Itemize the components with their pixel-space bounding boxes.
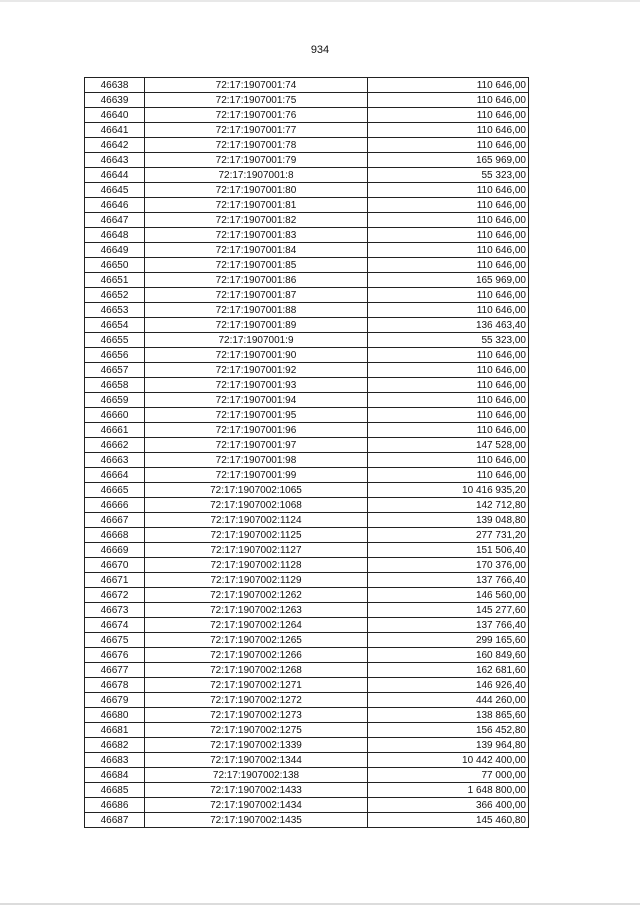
table-row bbox=[85, 198, 529, 213]
cadastral-number-cell: 72:17:1907001:8 bbox=[145, 168, 368, 183]
table-row bbox=[85, 363, 529, 378]
cadastral-number-cell: 72:17:1907001:74 bbox=[145, 78, 368, 93]
cadastral-value-cell: 110 646,00 bbox=[368, 123, 529, 138]
row-number-cell: 46653 bbox=[85, 303, 145, 318]
cadastral-number-cell: 72:17:1907001:77 bbox=[145, 123, 368, 138]
table-row bbox=[85, 528, 529, 543]
cadastral-value-cell: 162 681,60 bbox=[368, 663, 529, 678]
table-row bbox=[85, 213, 529, 228]
table-row bbox=[85, 573, 529, 588]
cadastral-number-cell: 72:17:1907001:93 bbox=[145, 378, 368, 393]
cadastral-value-cell: 156 452,80 bbox=[368, 723, 529, 738]
row-number-cell: 46654 bbox=[85, 318, 145, 333]
table-row bbox=[85, 408, 529, 423]
cadastral-number-cell: 72:17:1907002:1271 bbox=[145, 678, 368, 693]
table-row bbox=[85, 783, 529, 798]
row-number-cell: 46663 bbox=[85, 453, 145, 468]
cadastral-number-cell: 72:17:1907002:1262 bbox=[145, 588, 368, 603]
cadastral-number-cell: 72:17:1907001:84 bbox=[145, 243, 368, 258]
table-row bbox=[85, 483, 529, 498]
row-number-cell: 46672 bbox=[85, 588, 145, 603]
cadastral-number-cell: 72:17:1907001:98 bbox=[145, 453, 368, 468]
row-number-cell: 46679 bbox=[85, 693, 145, 708]
cadastral-value-cell: 165 969,00 bbox=[368, 273, 529, 288]
table-row bbox=[85, 753, 529, 768]
cadastral-number-cell: 72:17:1907001:90 bbox=[145, 348, 368, 363]
row-number-cell: 46687 bbox=[85, 813, 145, 828]
cadastral-value-cell: 145 277,60 bbox=[368, 603, 529, 618]
row-number-cell: 46675 bbox=[85, 633, 145, 648]
table-row bbox=[85, 543, 529, 558]
row-number-cell: 46668 bbox=[85, 528, 145, 543]
cadastral-number-cell: 72:17:1907002:1129 bbox=[145, 573, 368, 588]
table-row bbox=[85, 813, 529, 828]
cadastral-value-cell: 160 849,60 bbox=[368, 648, 529, 663]
row-number-cell: 46685 bbox=[85, 783, 145, 798]
cadastral-number-cell: 72:17:1907002:1127 bbox=[145, 543, 368, 558]
row-number-cell: 46659 bbox=[85, 393, 145, 408]
table-row bbox=[85, 78, 529, 93]
cadastral-number-cell: 72:17:1907001:9 bbox=[145, 333, 368, 348]
cadastral-value-cell: 444 260,00 bbox=[368, 693, 529, 708]
table-row bbox=[85, 498, 529, 513]
row-number-cell: 46680 bbox=[85, 708, 145, 723]
page-number: 934 bbox=[310, 44, 330, 56]
cadastral-value-cell: 137 766,40 bbox=[368, 618, 529, 633]
cadastral-value-cell: 366 400,00 bbox=[368, 798, 529, 813]
cadastral-value-cell: 110 646,00 bbox=[368, 408, 529, 423]
row-number-cell: 46666 bbox=[85, 498, 145, 513]
table-row bbox=[85, 678, 529, 693]
table-row bbox=[85, 168, 529, 183]
table-row bbox=[85, 603, 529, 618]
cadastral-number-cell: 72:17:1907002:1068 bbox=[145, 498, 368, 513]
table-row bbox=[85, 288, 529, 303]
row-number-cell: 46674 bbox=[85, 618, 145, 633]
row-number-cell: 46647 bbox=[85, 213, 145, 228]
cadastral-value-cell: 277 731,20 bbox=[368, 528, 529, 543]
cadastral-value-cell: 110 646,00 bbox=[368, 288, 529, 303]
registry-table bbox=[84, 77, 529, 828]
cadastral-value-cell: 136 463,40 bbox=[368, 318, 529, 333]
table-row bbox=[85, 138, 529, 153]
cadastral-number-cell: 72:17:1907001:89 bbox=[145, 318, 368, 333]
row-number-cell: 46660 bbox=[85, 408, 145, 423]
row-number-cell: 46651 bbox=[85, 273, 145, 288]
row-number-cell: 46657 bbox=[85, 363, 145, 378]
cadastral-number-cell: 72:17:1907002:1124 bbox=[145, 513, 368, 528]
cadastral-value-cell: 110 646,00 bbox=[368, 138, 529, 153]
table-row bbox=[85, 303, 529, 318]
cadastral-value-cell: 146 926,40 bbox=[368, 678, 529, 693]
cadastral-value-cell: 110 646,00 bbox=[368, 228, 529, 243]
row-number-cell: 46641 bbox=[85, 123, 145, 138]
cadastral-number-cell: 72:17:1907001:92 bbox=[145, 363, 368, 378]
cadastral-number-cell: 72:17:1907001:99 bbox=[145, 468, 368, 483]
cadastral-number-cell: 72:17:1907001:78 bbox=[145, 138, 368, 153]
cadastral-number-cell: 72:17:1907002:1264 bbox=[145, 618, 368, 633]
cadastral-number-cell: 72:17:1907002:1128 bbox=[145, 558, 368, 573]
table-row bbox=[85, 738, 529, 753]
row-number-cell: 46661 bbox=[85, 423, 145, 438]
cadastral-value-cell: 147 528,00 bbox=[368, 438, 529, 453]
row-number-cell: 46639 bbox=[85, 93, 145, 108]
cadastral-value-cell: 10 442 400,00 bbox=[368, 753, 529, 768]
cadastral-value-cell: 145 460,80 bbox=[368, 813, 529, 828]
row-number-cell: 46681 bbox=[85, 723, 145, 738]
table-row bbox=[85, 723, 529, 738]
row-number-cell: 46645 bbox=[85, 183, 145, 198]
cadastral-number-cell: 72:17:1907002:1125 bbox=[145, 528, 368, 543]
row-number-cell: 46644 bbox=[85, 168, 145, 183]
cadastral-value-cell: 146 560,00 bbox=[368, 588, 529, 603]
table-row bbox=[85, 348, 529, 363]
cadastral-value-cell: 110 646,00 bbox=[368, 78, 529, 93]
registry-table-body bbox=[85, 78, 529, 828]
cadastral-value-cell: 10 416 935,20 bbox=[368, 483, 529, 498]
table-row bbox=[85, 273, 529, 288]
cadastral-number-cell: 72:17:1907002:1339 bbox=[145, 738, 368, 753]
cadastral-number-cell: 72:17:1907001:87 bbox=[145, 288, 368, 303]
row-number-cell: 46670 bbox=[85, 558, 145, 573]
cadastral-value-cell: 139 048,80 bbox=[368, 513, 529, 528]
row-number-cell: 46642 bbox=[85, 138, 145, 153]
row-number-cell: 46643 bbox=[85, 153, 145, 168]
table-row bbox=[85, 423, 529, 438]
table-row bbox=[85, 693, 529, 708]
cadastral-value-cell: 151 506,40 bbox=[368, 543, 529, 558]
row-number-cell: 46656 bbox=[85, 348, 145, 363]
row-number-cell: 46667 bbox=[85, 513, 145, 528]
cadastral-value-cell: 165 969,00 bbox=[368, 153, 529, 168]
row-number-cell: 46678 bbox=[85, 678, 145, 693]
cadastral-value-cell: 110 646,00 bbox=[368, 93, 529, 108]
table-row bbox=[85, 153, 529, 168]
table-row bbox=[85, 378, 529, 393]
cadastral-number-cell: 72:17:1907001:88 bbox=[145, 303, 368, 318]
table-row bbox=[85, 633, 529, 648]
table-row bbox=[85, 588, 529, 603]
table-row bbox=[85, 228, 529, 243]
cadastral-number-cell: 72:17:1907001:75 bbox=[145, 93, 368, 108]
table-row bbox=[85, 93, 529, 108]
cadastral-number-cell: 72:17:1907002:1263 bbox=[145, 603, 368, 618]
table-row bbox=[85, 318, 529, 333]
table-row bbox=[85, 393, 529, 408]
cadastral-number-cell: 72:17:1907002:1273 bbox=[145, 708, 368, 723]
row-number-cell: 46683 bbox=[85, 753, 145, 768]
cadastral-value-cell: 110 646,00 bbox=[368, 258, 529, 273]
cadastral-value-cell: 55 323,00 bbox=[368, 333, 529, 348]
row-number-cell: 46648 bbox=[85, 228, 145, 243]
cadastral-number-cell: 72:17:1907001:97 bbox=[145, 438, 368, 453]
cadastral-number-cell: 72:17:1907001:83 bbox=[145, 228, 368, 243]
cadastral-number-cell: 72:17:1907002:1065 bbox=[145, 483, 368, 498]
table-row bbox=[85, 558, 529, 573]
row-number-cell: 46662 bbox=[85, 438, 145, 453]
table-row bbox=[85, 438, 529, 453]
table-row bbox=[85, 768, 529, 783]
cadastral-number-cell: 72:17:1907002:1344 bbox=[145, 753, 368, 768]
table-row bbox=[85, 183, 529, 198]
table-row bbox=[85, 108, 529, 123]
cadastral-value-cell: 110 646,00 bbox=[368, 213, 529, 228]
cadastral-number-cell: 72:17:1907001:94 bbox=[145, 393, 368, 408]
cadastral-value-cell: 110 646,00 bbox=[368, 108, 529, 123]
cadastral-number-cell: 72:17:1907001:86 bbox=[145, 273, 368, 288]
cadastral-number-cell: 72:17:1907001:96 bbox=[145, 423, 368, 438]
cadastral-value-cell: 110 646,00 bbox=[368, 423, 529, 438]
top-edge-rule bbox=[0, 0, 640, 2]
cadastral-value-cell: 110 646,00 bbox=[368, 393, 529, 408]
cadastral-value-cell: 142 712,80 bbox=[368, 498, 529, 513]
cadastral-number-cell: 72:17:1907002:1435 bbox=[145, 813, 368, 828]
table-row bbox=[85, 243, 529, 258]
row-number-cell: 46646 bbox=[85, 198, 145, 213]
cadastral-number-cell: 72:17:1907002:1434 bbox=[145, 798, 368, 813]
row-number-cell: 46677 bbox=[85, 663, 145, 678]
cadastral-number-cell: 72:17:1907001:79 bbox=[145, 153, 368, 168]
cadastral-number-cell: 72:17:1907001:95 bbox=[145, 408, 368, 423]
cadastral-value-cell: 137 766,40 bbox=[368, 573, 529, 588]
cadastral-value-cell: 110 646,00 bbox=[368, 198, 529, 213]
cadastral-number-cell: 72:17:1907001:82 bbox=[145, 213, 368, 228]
table-row bbox=[85, 258, 529, 273]
row-number-cell: 46658 bbox=[85, 378, 145, 393]
cadastral-value-cell: 110 646,00 bbox=[368, 243, 529, 258]
cadastral-number-cell: 72:17:1907002:1266 bbox=[145, 648, 368, 663]
cadastral-value-cell: 77 000,00 bbox=[368, 768, 529, 783]
table-row bbox=[85, 663, 529, 678]
cadastral-value-cell: 139 964,80 bbox=[368, 738, 529, 753]
row-number-cell: 46655 bbox=[85, 333, 145, 348]
cadastral-value-cell: 55 323,00 bbox=[368, 168, 529, 183]
row-number-cell: 46686 bbox=[85, 798, 145, 813]
cadastral-value-cell: 110 646,00 bbox=[368, 183, 529, 198]
cadastral-value-cell: 110 646,00 bbox=[368, 378, 529, 393]
cadastral-number-cell: 72:17:1907002:1433 bbox=[145, 783, 368, 798]
row-number-cell: 46684 bbox=[85, 768, 145, 783]
table-row bbox=[85, 513, 529, 528]
table-row bbox=[85, 453, 529, 468]
table-row bbox=[85, 618, 529, 633]
cadastral-number-cell: 72:17:1907001:85 bbox=[145, 258, 368, 273]
cadastral-number-cell: 72:17:1907002:1272 bbox=[145, 693, 368, 708]
cadastral-value-cell: 170 376,00 bbox=[368, 558, 529, 573]
cadastral-number-cell: 72:17:1907002:1275 bbox=[145, 723, 368, 738]
cadastral-number-cell: 72:17:1907001:81 bbox=[145, 198, 368, 213]
cadastral-number-cell: 72:17:1907001:80 bbox=[145, 183, 368, 198]
cadastral-value-cell: 110 646,00 bbox=[368, 348, 529, 363]
row-number-cell: 46652 bbox=[85, 288, 145, 303]
table-row bbox=[85, 648, 529, 663]
table-row bbox=[85, 798, 529, 813]
row-number-cell: 46669 bbox=[85, 543, 145, 558]
table-row bbox=[85, 708, 529, 723]
table-row bbox=[85, 123, 529, 138]
row-number-cell: 46640 bbox=[85, 108, 145, 123]
cadastral-value-cell: 110 646,00 bbox=[368, 453, 529, 468]
table-row bbox=[85, 333, 529, 348]
cadastral-number-cell: 72:17:1907001:76 bbox=[145, 108, 368, 123]
cadastral-value-cell: 1 648 800,00 bbox=[368, 783, 529, 798]
row-number-cell: 46665 bbox=[85, 483, 145, 498]
cadastral-value-cell: 110 646,00 bbox=[368, 363, 529, 378]
row-number-cell: 46671 bbox=[85, 573, 145, 588]
row-number-cell: 46682 bbox=[85, 738, 145, 753]
row-number-cell: 46664 bbox=[85, 468, 145, 483]
cadastral-value-cell: 138 865,60 bbox=[368, 708, 529, 723]
row-number-cell: 46638 bbox=[85, 78, 145, 93]
cadastral-value-cell: 110 646,00 bbox=[368, 468, 529, 483]
row-number-cell: 46673 bbox=[85, 603, 145, 618]
cadastral-value-cell: 299 165,60 bbox=[368, 633, 529, 648]
table-row bbox=[85, 468, 529, 483]
cadastral-number-cell: 72:17:1907002:1268 bbox=[145, 663, 368, 678]
cadastral-number-cell: 72:17:1907002:138 bbox=[145, 768, 368, 783]
row-number-cell: 46649 bbox=[85, 243, 145, 258]
cadastral-number-cell: 72:17:1907002:1265 bbox=[145, 633, 368, 648]
cadastral-value-cell: 110 646,00 bbox=[368, 303, 529, 318]
row-number-cell: 46650 bbox=[85, 258, 145, 273]
row-number-cell: 46676 bbox=[85, 648, 145, 663]
